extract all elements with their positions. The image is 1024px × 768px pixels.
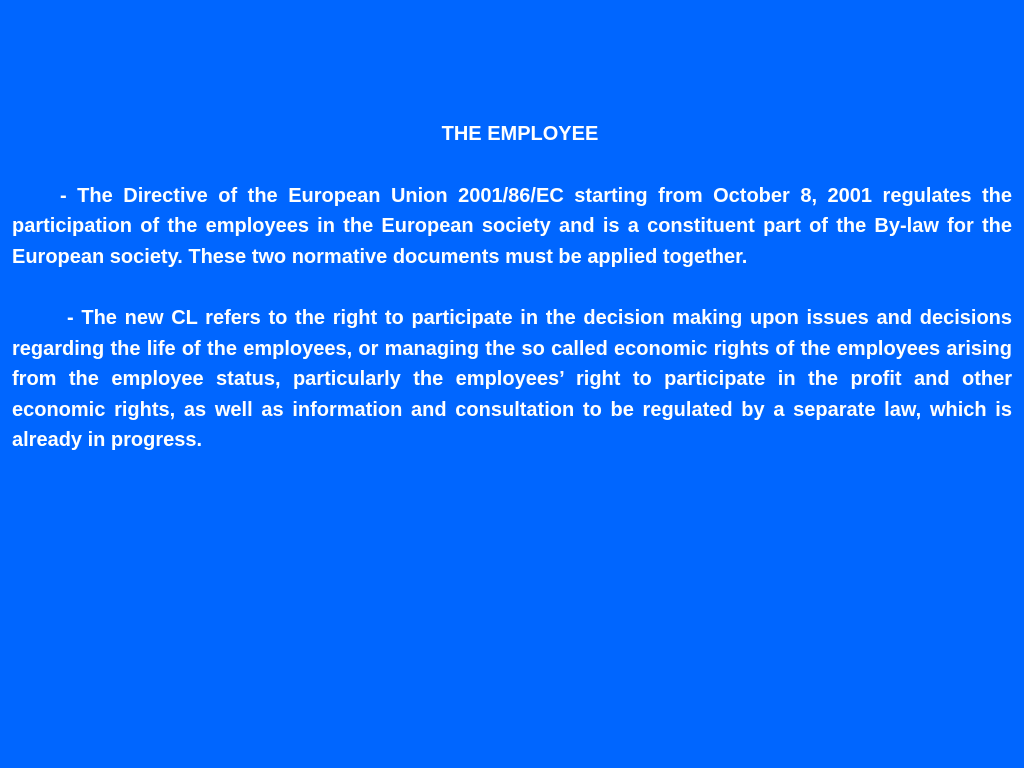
paragraph-directive: - The Directive of the European Union 2001/86/EC starting from October 8, 2001 regulates the participation of the employees in the European society and is a constituent part of the By-law for the European society. These two normative documents must be applied together. (12, 184, 1012, 268)
slide-title: THE EMPLOYEE (441, 123, 599, 145)
paragraph-new-cl: - The new CL refers to the right to participate in the decision making upon issues and decisions regarding the life of the employees, or managing the so called economic rights of the employees arising from the employee status, particularly the employees’ right to participate in the profit and other economic rights, as well as information and consultation to be regulated by a separate law, which is already in progress. (12, 307, 1012, 451)
slide-content (12, 119, 1012, 456)
